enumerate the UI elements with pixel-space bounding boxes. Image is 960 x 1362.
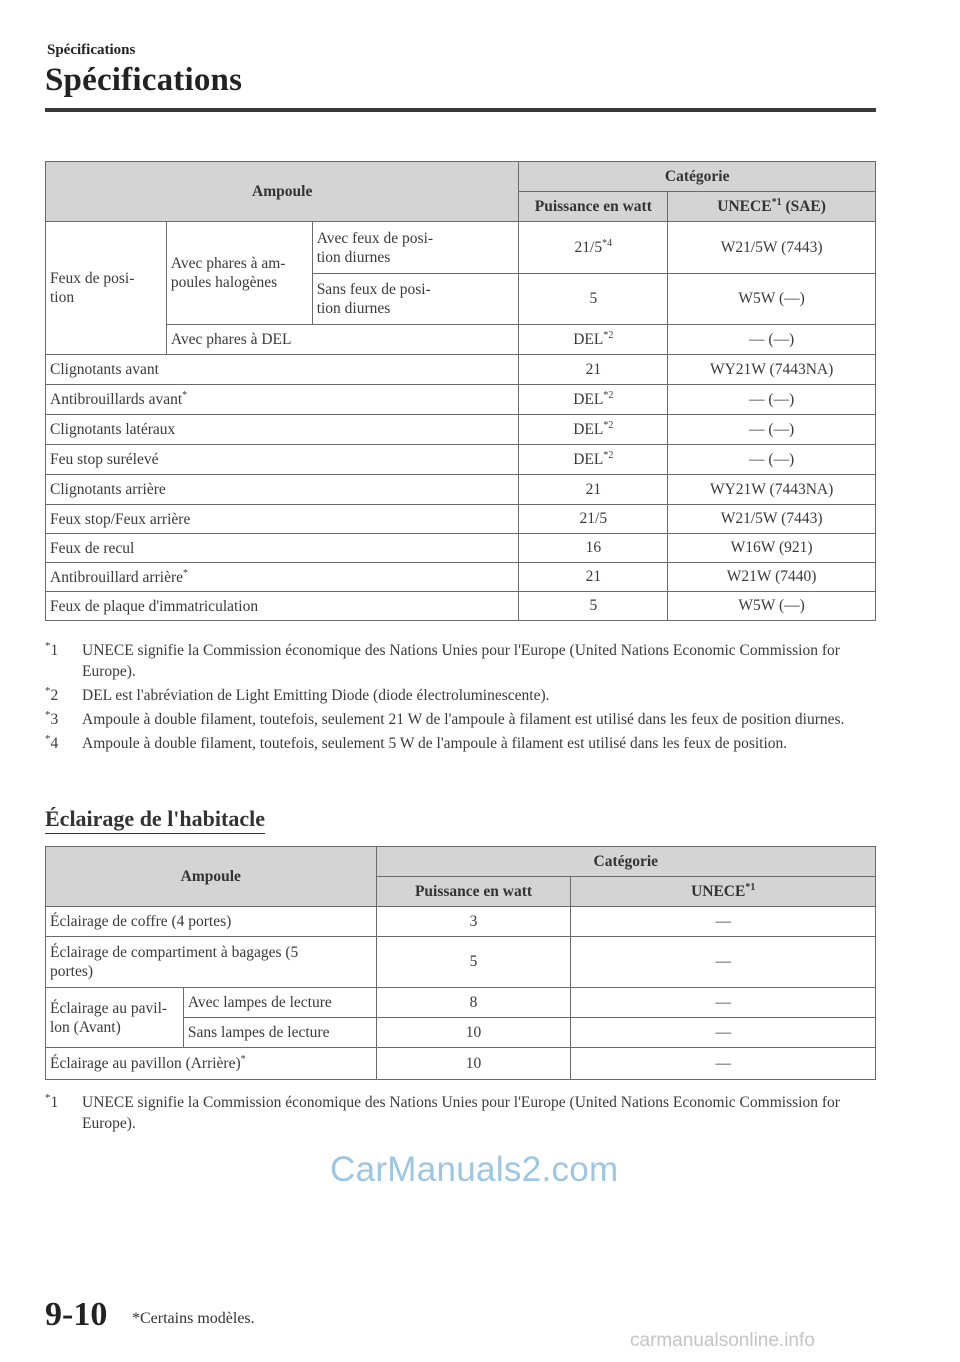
row-sublabel: Avec lampes de lecture (183, 988, 376, 1018)
table-row (46, 385, 876, 415)
watt-cell: 8 (376, 988, 571, 1018)
col-header-puissance: Puissance en watt (376, 877, 571, 907)
unece-cell: W5W (―) (668, 274, 876, 325)
watt-cell: 21 (519, 563, 668, 592)
row-label-feux-position: Feux de posi- tion (46, 222, 167, 355)
table-row (46, 592, 876, 621)
footnote: *2 DEL est l'abréviation de Light Emitting Diode (diode électroluminescente). (45, 684, 550, 704)
table-row (46, 325, 876, 355)
watt-cell: 3 (376, 907, 571, 937)
footnotes-interior (45, 1092, 872, 1137)
table-row (46, 445, 876, 475)
col-header-ampoule: Ampoule (46, 162, 519, 222)
unece-cell: W21W (7440) (668, 563, 876, 592)
unece-cell: ― (571, 1048, 876, 1080)
unece-cell: ― (571, 1018, 876, 1048)
watt-cell: DEL$^{*2}$ (519, 325, 668, 355)
table-row (46, 534, 876, 563)
unece-cell: ― (571, 907, 876, 937)
row-label: Clignotants latéraux (46, 415, 519, 445)
row-sublabel: Sans feux de posi- tion diurnes (312, 274, 519, 325)
title-rule (45, 108, 876, 112)
exterior-bulb-table (45, 161, 876, 621)
page-number: 9-10 (45, 1296, 108, 1333)
watt-cell: 21 (519, 355, 668, 385)
col-header-ampoule: Ampoule (46, 847, 377, 907)
table-row (46, 415, 876, 445)
row-label-halogen: Avec phares à am- poules halogènes (166, 222, 312, 325)
interior-bulb-table (45, 846, 876, 1080)
watt-cell: 21/5 (519, 505, 668, 534)
col-header-unece: UNECE$^{*1}$ (SAE) (668, 192, 876, 222)
row-label: Antibrouillard arrière* (46, 563, 519, 592)
unece-cell: ― (―) (668, 325, 876, 355)
table-header-row (46, 847, 876, 877)
row-label: Clignotants avant (46, 355, 519, 385)
row-label: Antibrouillards avant* (46, 385, 519, 415)
table-row (46, 988, 876, 1018)
table-row (46, 937, 876, 988)
row-label: Feu stop surélevé (46, 445, 519, 475)
row-label: Éclairage de coffre (4 portes) (46, 907, 377, 937)
watt-cell: 21 (519, 475, 668, 505)
unece-cell: W5W (―) (668, 592, 876, 621)
watt-cell: 5 (376, 937, 571, 988)
row-label: Feux stop/Feux arrière (46, 505, 519, 534)
unece-cell: ― (571, 988, 876, 1018)
watt-cell: DEL$^{*2}$ (519, 415, 668, 445)
page-title: Spécifications (45, 62, 243, 98)
footnotes-exterior (45, 640, 872, 757)
watt-cell: 21/5$^{*4}$ (519, 222, 668, 274)
footnote: *1 UNECE signifie la Commission économique des Nations Unies pour l'Europe (United Nations Economic Commission for Europe). (45, 639, 840, 680)
table-row (46, 222, 876, 274)
row-label: Éclairage au pavillon (Arrière)* (46, 1048, 377, 1080)
watt-cell: DEL$^{*2}$ (519, 445, 668, 475)
watermark-logo: CarManuals2.com (330, 1150, 619, 1189)
unece-cell: WY21W (7443NA) (668, 475, 876, 505)
row-label: Feux de plaque d'immatriculation (46, 592, 519, 621)
footer-note: *Certains modèles. (132, 1310, 255, 1327)
footnote: *4 Ampoule à double filament, toutefois, seulement 5 W de l'ampoule à filament est utilisé dans les feux de position. (45, 732, 788, 752)
unece-cell: W21/5W (7443) (668, 222, 876, 274)
watt-cell: 5 (519, 592, 668, 621)
footnote: *3 Ampoule à double filament, toutefois, seulement 21 W de l'ampoule à filament est utilisé dans les feux de position diurnes. (45, 708, 845, 728)
col-header-categorie: Catégorie (376, 847, 875, 877)
row-label: Éclairage de compartiment à bagages (5 portes) (46, 937, 377, 988)
section-title: Éclairage de l'habitacle (45, 806, 265, 834)
col-header-puissance: Puissance en watt (519, 192, 668, 222)
row-label: Avec phares à DEL (166, 325, 519, 355)
table-header-row (46, 162, 876, 192)
table-row (46, 563, 876, 592)
col-header-unece: UNECE$^{*1}$ (571, 877, 876, 907)
table-row (46, 355, 876, 385)
watt-cell: DEL$^{*2}$ (519, 385, 668, 415)
unece-cell: ― (571, 937, 876, 988)
watt-cell: 10 (376, 1018, 571, 1048)
table-row (46, 475, 876, 505)
table-row (46, 907, 876, 937)
footnote: *1 UNECE signifie la Commission économique des Nations Unies pour l'Europe (United Nations Economic Commission for Europe). (45, 1091, 840, 1132)
row-label: Clignotants arrière (46, 475, 519, 505)
unece-cell: ― (―) (668, 385, 876, 415)
watt-cell: 5 (519, 274, 668, 325)
running-header: Spécifications (47, 42, 136, 58)
unece-cell: WY21W (7443NA) (668, 355, 876, 385)
unece-cell: W21/5W (7443) (668, 505, 876, 534)
watt-cell: 10 (376, 1048, 571, 1080)
watermark-site: carmanualsonline.info (630, 1330, 815, 1351)
table-row (46, 505, 876, 534)
col-header-categorie: Catégorie (519, 162, 876, 192)
table-row (46, 1048, 876, 1080)
row-label: Feux de recul (46, 534, 519, 563)
row-sublabel: Sans lampes de lecture (183, 1018, 376, 1048)
watt-cell: 16 (519, 534, 668, 563)
row-sublabel: Avec feux de posi- tion diurnes (312, 222, 519, 274)
unece-cell: ― (―) (668, 415, 876, 445)
row-label-pavillon: Éclairage au pavil- lon (Avant) (46, 988, 184, 1048)
unece-cell: ― (―) (668, 445, 876, 475)
unece-cell: W16W (921) (668, 534, 876, 563)
